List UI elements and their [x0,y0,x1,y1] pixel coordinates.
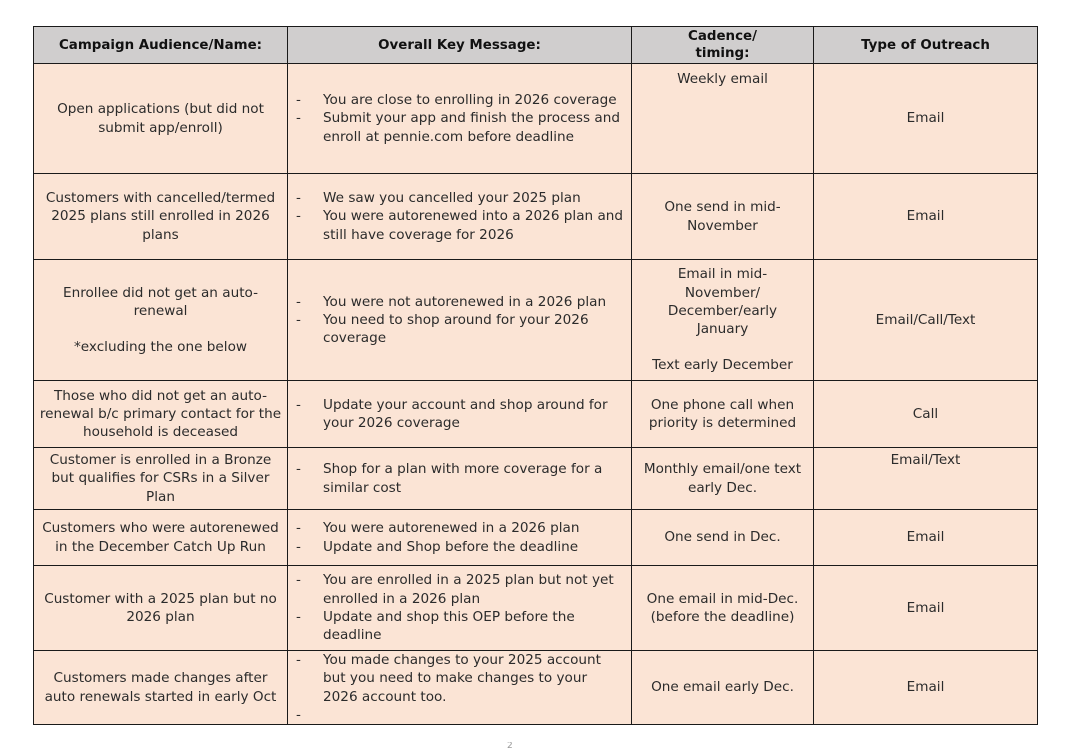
bullet-dash: - [296,520,301,537]
header-cadence [632,27,814,64]
campaign-table [33,26,1038,725]
header-audience: Campaign Audience/Name: [34,27,288,64]
bullet-dash: - [296,396,301,413]
audience-cell: Customer is enrolled in a Bronze but qualifies for CSRs in a Silver Plan [34,448,288,510]
message-item [296,519,625,537]
message-cell [288,381,632,448]
message-item [296,91,625,109]
message-text: Update and Shop before the deadline [323,538,579,555]
message-list [296,519,625,556]
message-list [296,91,625,146]
audience-cell: Open applications (but did not submit app/enroll) [34,64,288,174]
bullet-dash: - [296,652,301,669]
message-item [296,651,625,706]
message-item [296,293,625,311]
message-item [296,538,625,556]
bullet-dash: - [296,461,301,478]
cadence-cell: One email in mid-Dec. (before the deadline) [632,566,814,651]
message-text: Shop for a plan with more coverage for a similar cost [323,461,603,496]
message-list [296,460,625,497]
bullet-dash: - [296,110,301,127]
bullet-dash: - [296,208,301,225]
table-row [34,448,1038,510]
message-item [296,311,625,348]
message-cell [288,510,632,566]
table-row [34,260,1038,381]
message-item [296,571,625,608]
outreach-cell: Email [814,64,1038,174]
message-list [296,189,625,244]
message-cell [288,260,632,381]
message-cell [288,174,632,260]
message-text: We saw you cancelled your 2025 plan [323,190,581,207]
cadence-cell: One send in mid-November [632,174,814,260]
message-text: You were not autorenewed in a 2026 plan [323,293,607,310]
cadence-note: Text early December [652,357,793,374]
bullet-dash: - [296,572,301,589]
cadence-cell: Weekly email [632,64,814,174]
message-cell [288,448,632,510]
header-cadence-line2: timing: [695,46,750,61]
bullet-dash: - [296,311,301,328]
outreach-cell: Email [814,510,1038,566]
audience-cell: Customers with cancelled/termed 2025 plans still enrolled in 2026 plans [34,174,288,260]
message-list [296,651,625,724]
table-row [34,651,1038,725]
page-number: 2 [507,742,513,749]
message-item [296,460,625,497]
message-text: Update and shop this OEP before the deadline [323,609,575,644]
message-cell [288,651,632,725]
audience-cell: Customer with a 2025 plan but no 2026 plan [34,566,288,651]
message-text: You made changes to your 2025 account but you need to make changes to your 2026 account too. [323,652,601,705]
audience-note: *excluding the one below [73,339,247,356]
campaign-table-container [33,26,1037,725]
outreach-cell: Call [814,381,1038,448]
cadence-text: Email in mid-November/ December/early January [667,266,778,338]
bullet-dash: - [296,190,301,207]
bullet-dash: - [296,92,301,109]
bullet-dash: - [296,609,301,625]
cadence-cell: One email early Dec. [632,651,814,725]
bullet-dash: - [296,706,301,723]
message-text: You are close to enrolling in 2026 coverage [323,92,617,109]
table-row [34,381,1038,448]
table-header-row [34,27,1038,64]
bullet-dash: - [296,293,301,310]
audience-cell: Customers made changes after auto renewals started in early Oct [34,651,288,725]
message-item [296,706,625,724]
outreach-cell: Email [814,566,1038,651]
outreach-cell: Email/Call/Text [814,260,1038,381]
message-text: Update your account and shop around for your 2026 coverage [323,396,608,431]
cadence-cell: One send in Dec. [632,510,814,566]
message-list [296,571,625,644]
outreach-cell: Email [814,174,1038,260]
table-row [34,510,1038,566]
audience-cell [34,260,288,381]
message-text: You were autorenewed into a 2026 plan and still have coverage for 2026 [323,208,624,243]
audience-cell: Customers who were autorenewed in the December Catch Up Run [34,510,288,566]
cadence-cell: One phone call when priority is determined [632,381,814,448]
message-list [296,293,625,348]
message-item [296,608,625,645]
message-text: You are enrolled in a 2025 plan but not yet enrolled in a 2026 plan [323,572,614,607]
message-item [296,189,625,207]
message-text: You were autorenewed in a 2026 plan [323,520,580,537]
message-item [296,207,625,244]
message-item [296,109,625,146]
cadence-cell: Monthly email/one text early Dec. [632,448,814,510]
table-row [34,64,1038,174]
message-cell [288,566,632,651]
header-outreach: Type of Outreach [814,27,1038,64]
message-cell [288,64,632,174]
outreach-cell: Email/Text [814,448,1038,510]
table-row [34,174,1038,260]
message-item [296,396,625,433]
table-row [34,566,1038,651]
audience-text: Enrollee did not get an auto-renewal [62,284,258,319]
audience-cell: Those who did not get an auto-renewal b/c primary contact for the household is deceased [34,381,288,448]
outreach-cell: Email [814,651,1038,725]
cadence-cell [632,260,814,381]
header-cadence-line1: Cadence/ [688,29,757,44]
message-text: You need to shop around for your 2026 coverage [323,311,589,347]
message-list [296,396,625,433]
message-text: Submit your app and finish the process and enroll at pennie.com before deadline [323,110,620,145]
bullet-dash: - [296,538,301,555]
header-message: Overall Key Message: [288,27,632,64]
